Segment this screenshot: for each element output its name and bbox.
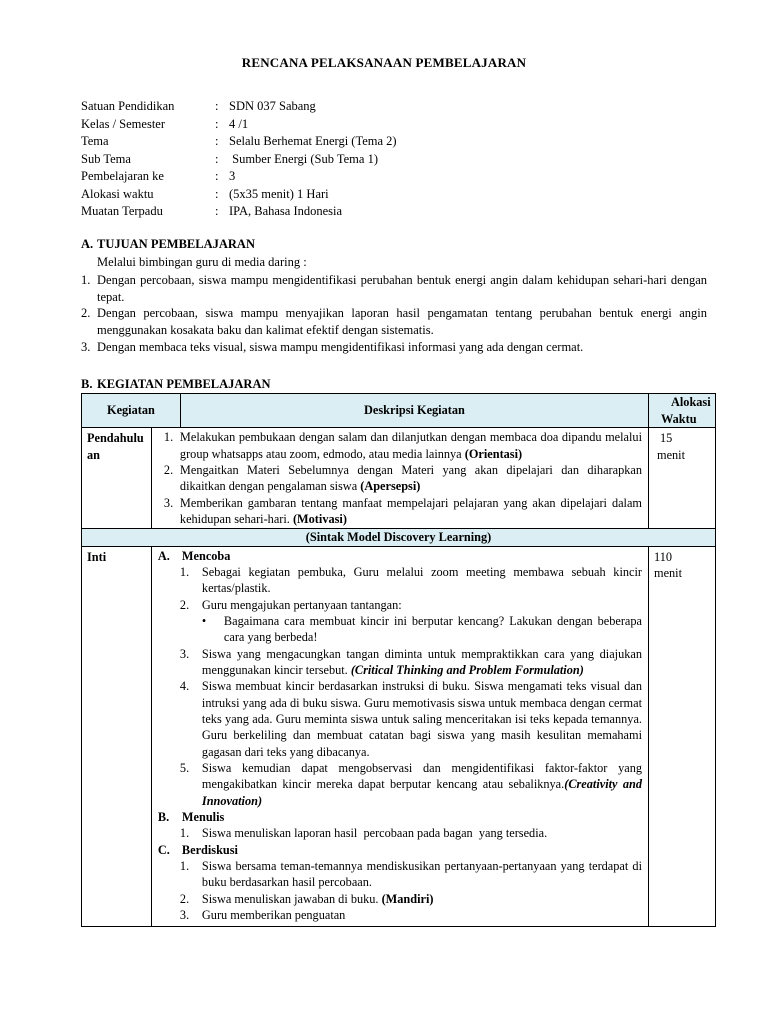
stage-pendahuluan: Pendahuluan xyxy=(82,428,152,529)
sub-heading-berdiskusi: C. Berdiskusi xyxy=(157,842,238,857)
stage-inti: Inti xyxy=(82,546,152,926)
sub-heading-mencoba: A. Mencoba xyxy=(157,548,231,563)
time-pendahuluan: 15 menit xyxy=(649,428,716,529)
list-item: 3. Guru memberikan penguatan xyxy=(179,908,346,923)
list-item: 1. Siswa bersama teman-temannya mendiskusikan pertanyaan-pertanyaan yang terdapat di buku berdasarkan hasil percobaan. xyxy=(179,859,642,890)
header-alokasi: Alokasi Waktu xyxy=(649,394,716,428)
list-item: 1. Dengan percobaan, siswa mampu mengidentifikasi perubahan bentuk energi angin dalam kehidupan sehari-hari dengan tepat. xyxy=(81,273,707,304)
section-tujuan xyxy=(81,236,707,355)
list-item: • Bagaimana cara membuat kincir ini berputar kencang? Lakukan dengan beberapa cara yang berbeda! xyxy=(201,613,642,645)
identity-row: Sub Tema : Sumber Energi (Sub Tema 1) xyxy=(81,151,378,166)
identity-row: Muatan Terpadu : IPA, Bahasa Indonesia xyxy=(81,204,343,218)
list-item: 2. Mengaitkan Materi Sebelumnya dengan Materi yang akan dipelajari dan diharapkan dikaitkan dengan pengalaman siswa (Apersepsi) xyxy=(163,462,642,494)
list-item: 3. Dengan membaca teks visual, siswa mampu mengidentifikasi informasi yang ada dengan cermat. xyxy=(81,339,584,354)
identity-block xyxy=(81,98,701,221)
list-item: 1. Melakukan pembukaan dengan salam dan dilanjutkan dengan membaca doa dipandu melalui group whatsapps atau zoom, edmodo, atau media lainnya (Orientasi) xyxy=(163,430,642,461)
identity-row: Kelas / Semester : 4 /1 xyxy=(81,116,249,131)
header-deskripsi: Deskripsi Kegiatan xyxy=(180,394,648,428)
identity-row: Satuan Pendidikan : SDN 037 Sabang xyxy=(81,99,316,113)
table-row-sintak xyxy=(82,529,716,546)
list-item: 3. Memberikan gambaran tentang manfaat mempelajari pelajaran yang akan dipelajari dalam kehidupan sehari-hari. (Motivasi) xyxy=(163,495,642,526)
list-item: 3. Siswa yang mengacungkan tangan diminta untuk mempraktikkan cara yang diajukan menggunakan kincir tersebut. (Critical Thinking and Problem Formulation) xyxy=(179,646,642,677)
sub-heading-menulis: B. Menulis xyxy=(157,810,225,825)
table-row-pendahuluan xyxy=(82,428,716,529)
time-inti: 110 menit xyxy=(649,546,716,926)
list-item: 2. Siswa menuliskan jawaban di buku. (Mandiri) xyxy=(179,891,434,906)
list-item: 4. Siswa membuat kincir berdasarkan instruksi di buku. Siswa mengamati teks visual dan intruksi yang ada di buku siswa. Guru memotivasis siswa untuk membaca dengan cermat teks yang ada. Guru meminta siswa untuk saling menceritakan isi teks kepada temannya. Guru berkeliling dan membuat catatan bagi siswa yang masih kesulitan memahami gagasan dari teks yang dibacanya. xyxy=(179,679,642,759)
section-intro: Melalui bimbingan guru di media daring : xyxy=(97,255,307,269)
list-item: 5. Siswa kemudian dapat mengobservasi dan mengidentifikasi faktor-faktor yang mengakibatkan kincir mereka dapat berputar kencang atau sebaliknya.(Creativity and Innovation) xyxy=(179,761,642,808)
section-heading-kegiatan: B. KEGIATAN PEMBELAJARAN xyxy=(81,377,271,391)
table-row-inti xyxy=(82,546,716,926)
identity-row: Pembelajaran ke : 3 xyxy=(81,169,236,183)
identity-row: Tema : Selalu Berhemat Energi (Tema 2) xyxy=(81,134,397,148)
header-kegiatan: Kegiatan xyxy=(82,394,181,428)
list-item: 1. Siswa menuliskan laporan hasil percobaan pada bagan yang tersedia. xyxy=(179,826,548,841)
list-item: 2. Dengan percobaan, siswa mampu menyajikan laporan hasil pengamatan tentang perubahan bentuk energi angin menggunakan kosakata baku dan kalimat efektif dengan sistematis. xyxy=(81,306,707,337)
bullet-icon: • xyxy=(201,613,207,628)
pendahuluan-desc xyxy=(151,428,648,529)
identity-row: Alokasi waktu : (5x35 menit) 1 Hari xyxy=(81,186,329,201)
document-title: RENCANA PELAKSANAAN PEMBELAJARAN xyxy=(241,55,527,70)
section-heading: A. TUJUAN PEMBELAJARAN xyxy=(81,237,255,251)
inti-desc xyxy=(151,546,648,926)
table-header-row xyxy=(82,394,716,428)
list-item: 1. Sebagai kegiatan pembuka, Guru melalui zoom meeting membawa sebuah kincir kertas/plastik. xyxy=(179,564,642,596)
activity-table xyxy=(81,393,716,927)
objective-list xyxy=(81,272,707,355)
sintak-label: (Sintak Model Discovery Learning) xyxy=(82,529,716,546)
list-item: 2. Guru mengajukan pertanyaan tantangan: xyxy=(179,597,402,612)
